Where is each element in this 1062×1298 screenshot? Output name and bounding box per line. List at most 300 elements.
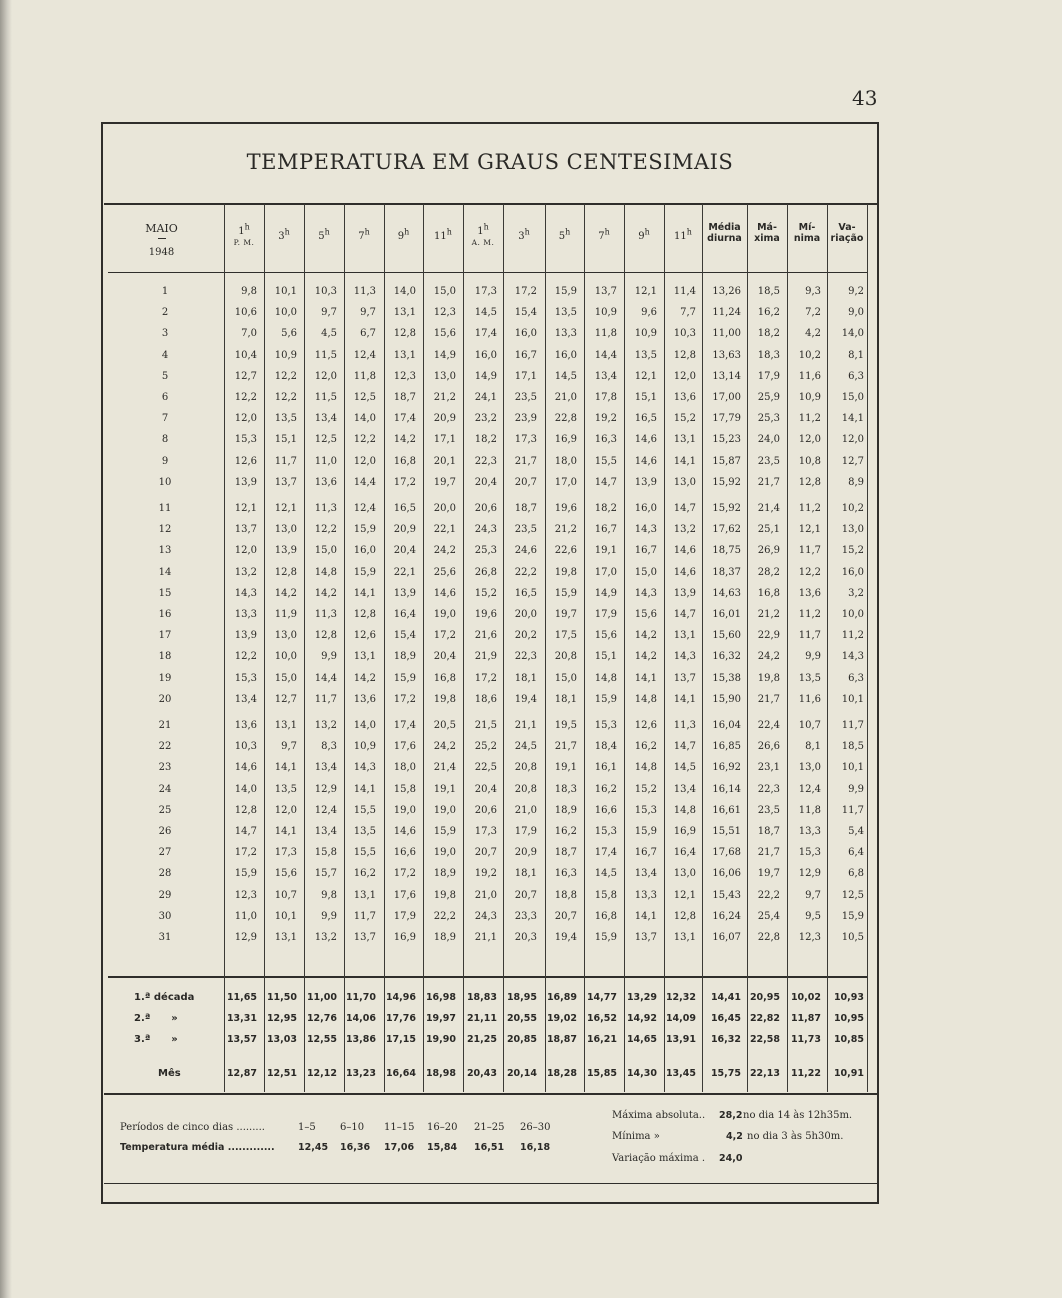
table-cell: 15,92: [712, 503, 741, 514]
day-label: 1: [161, 286, 169, 297]
column-header-sub: nima: [793, 233, 821, 244]
table-cell: 12,0: [274, 804, 297, 816]
column-header-main: 5: [318, 231, 325, 242]
table-cell: 9,9: [321, 910, 337, 922]
summary-cell: 20,95: [749, 992, 780, 1003]
table-cell: 11,3: [314, 503, 337, 514]
table-cell: 20,9: [514, 847, 537, 859]
table-cell: 14,0: [353, 720, 376, 731]
summary-cell: 11,50: [266, 992, 297, 1003]
summary-cell: 10,85: [833, 1034, 864, 1045]
table-cell: 10,2: [798, 349, 821, 361]
table-cell: 14,3: [673, 651, 696, 663]
table-cell: 9,6: [641, 307, 657, 319]
table-cell: 18,5: [841, 741, 864, 753]
table-cell: 23,5: [514, 392, 537, 403]
table-cell: 16,85: [712, 741, 741, 753]
table-cell: 3,2: [848, 587, 864, 599]
summary-cell: 14,77: [586, 992, 617, 1003]
table-cell: 16,8: [594, 910, 617, 922]
table-cell: 12,2: [234, 651, 257, 663]
table-cell: 13,3: [798, 826, 821, 837]
table-cell: 16,8: [433, 672, 456, 684]
table-cell: 14,8: [594, 672, 617, 684]
day-label: 20: [158, 693, 172, 705]
table-cell: 13,7: [353, 932, 376, 943]
header-bottom-rule: [108, 272, 867, 273]
table-cell: 16,24: [712, 910, 741, 922]
table-cell: 11,8: [353, 370, 376, 382]
table-cell: 24,2: [433, 741, 456, 753]
summary-cell: 15,85: [586, 1068, 617, 1079]
table-cell: 20,6: [474, 804, 497, 816]
table-cell: 13,5: [634, 349, 657, 361]
table-cell: 25,1: [757, 524, 780, 536]
table-cell: 21,2: [433, 392, 456, 403]
table-cell: 21,6: [474, 630, 497, 642]
table-cell: 14,1: [673, 693, 696, 705]
table-cell: 15,8: [594, 889, 617, 901]
table-cell: 21,4: [433, 762, 456, 774]
column-header-main: 3: [518, 231, 525, 242]
table-cell: 15,9: [594, 693, 617, 705]
table-cell: 14,6: [433, 587, 456, 599]
day-label: 14: [158, 566, 172, 578]
table-cell: 14,9: [594, 587, 617, 599]
column-header-main: 1: [477, 226, 484, 237]
column-header-main: Va-: [838, 222, 856, 233]
table-cell: 26,6: [757, 741, 780, 753]
table-cell: 9,7: [360, 307, 376, 319]
column-header: [664, 227, 702, 242]
period-mean: 16,36: [340, 1142, 371, 1153]
table-cell: 15,4: [393, 630, 416, 642]
table-cell: 10,6: [234, 307, 257, 319]
table-cell: 14,5: [474, 307, 497, 319]
table-cell: 12,5: [314, 434, 337, 446]
table-cell: 13,0: [841, 524, 864, 536]
day-label: 6: [161, 392, 169, 403]
table-cell: 17,68: [712, 847, 741, 859]
table-cell: 10,9: [634, 328, 657, 340]
table-cell: 19,2: [594, 413, 617, 425]
day-label: 5: [161, 370, 169, 382]
table-cell: 15,9: [433, 826, 456, 837]
table-cell: 19,0: [393, 804, 416, 816]
periods-label: Períodos de cinco dias .........: [120, 1122, 265, 1133]
table-cell: 15,2: [474, 587, 497, 599]
table-cell: 14,7: [673, 503, 696, 514]
table-cell: 25,3: [474, 545, 497, 557]
table-cell: 18,6: [474, 693, 497, 705]
table-cell: 21,2: [554, 524, 577, 536]
table-cell: 10,3: [314, 286, 337, 297]
column-header-main: 11: [434, 231, 447, 242]
table-cell: 24,2: [757, 651, 780, 663]
column-header-main: 9: [397, 231, 405, 242]
column-header-sup: h: [524, 227, 530, 237]
table-cell: 15,6: [274, 868, 297, 880]
table-cell: 12,6: [353, 630, 376, 642]
table-cell: 14,5: [673, 762, 696, 774]
column-header-sup: h: [446, 227, 452, 237]
table-cell: 21,7: [554, 741, 577, 753]
column-header-sup: h: [364, 227, 370, 237]
table-cell: 15,9: [353, 524, 376, 536]
summary-cell: 16,89: [546, 992, 577, 1003]
summary-cell: 16,64: [385, 1068, 416, 1079]
table-cell: 16,14: [712, 783, 741, 795]
table-cell: 8,1: [805, 741, 821, 753]
column-header-sup: h: [404, 227, 410, 237]
day-label: 7: [161, 413, 169, 425]
table-cell: 18,4: [594, 741, 617, 753]
column-header-main: Média: [708, 222, 741, 233]
table-cell: 16,2: [757, 307, 780, 319]
month-header: [114, 222, 209, 258]
table-cell: 12,3: [798, 932, 821, 943]
table-cell: 21,0: [554, 392, 577, 403]
summary-cell: 10,95: [833, 1013, 864, 1024]
table-cell: 13,4: [314, 413, 337, 425]
day-label: 22: [158, 741, 172, 753]
summary-cell: 16,98: [425, 992, 456, 1003]
table-cell: 14,9: [474, 370, 497, 382]
table-cell: 13,7: [274, 476, 297, 488]
table-cell: 10,9: [798, 392, 821, 403]
table-cell: 18,9: [433, 868, 456, 880]
table-cell: 10,0: [841, 609, 864, 620]
table-cell: 21,7: [757, 693, 780, 705]
summary-label: 1.ª década: [134, 992, 195, 1003]
table-cell: 14,5: [594, 868, 617, 880]
table-cell: 12,5: [841, 889, 864, 901]
table-cell: 21,7: [757, 847, 780, 859]
table-cell: 13,1: [673, 630, 696, 642]
table-cell: 9,9: [805, 651, 821, 663]
table-cell: 13,1: [274, 932, 297, 943]
table-cell: 15,5: [353, 847, 376, 859]
summary-cell: 18,98: [425, 1068, 456, 1079]
table-cell: 18,0: [554, 455, 577, 467]
table-cell: 16,4: [673, 847, 696, 859]
summary-cell: 20,85: [506, 1034, 537, 1045]
column-header-main: Má-: [757, 222, 777, 233]
table-cell: 16,01: [712, 609, 741, 620]
table-cell: 11,7: [314, 693, 337, 705]
table-cell: 13,1: [673, 932, 696, 943]
table-cell: 13,0: [433, 370, 456, 382]
table-cell: 11,7: [841, 804, 864, 816]
table-cell: 11,5: [314, 349, 337, 361]
summary-cell: 13,03: [266, 1034, 297, 1045]
table-cell: 12,4: [353, 503, 376, 514]
footer-top-rule: [104, 1093, 877, 1095]
table-cell: 15,51: [712, 826, 741, 837]
table-cell: 10,3: [673, 328, 696, 340]
table-cell: 19,7: [757, 868, 780, 880]
table-cell: 12,0: [234, 413, 257, 425]
table-cell: 12,2: [234, 392, 257, 403]
table-cell: 11,6: [798, 693, 821, 705]
table-cell: 12,1: [798, 524, 821, 536]
table-cell: 16,04: [712, 720, 741, 731]
table-cell: 22,9: [757, 630, 780, 642]
day-label: 11: [158, 503, 172, 514]
column-header: [224, 222, 264, 248]
table-cell: 15,5: [594, 455, 617, 467]
table-cell: 20,9: [433, 413, 456, 425]
table-cell: 11,8: [594, 328, 617, 340]
table-cell: 10,0: [274, 651, 297, 663]
month-label: MAIO: [145, 222, 178, 235]
table-cell: 18,2: [594, 503, 617, 514]
table-cell: 12,1: [274, 503, 297, 514]
table-cell: 16,92: [712, 762, 741, 774]
table-cell: 11,9: [274, 609, 297, 620]
table-cell: 13,9: [634, 476, 657, 488]
table-cell: 21,7: [757, 476, 780, 488]
table-cell: 14,8: [634, 762, 657, 774]
summary-cell: 20,55: [506, 1013, 537, 1024]
table-cell: 15,87: [712, 455, 741, 467]
table-cell: 12,6: [234, 455, 257, 467]
table-cell: 9,9: [321, 651, 337, 663]
table-cell: 11,2: [798, 503, 821, 514]
table-cell: 9,7: [281, 741, 297, 753]
table-cell: 6,3: [848, 370, 864, 382]
table-cell: 16,7: [634, 545, 657, 557]
column-header: [463, 222, 503, 248]
table-cell: 14,6: [634, 434, 657, 446]
table-cell: 6,3: [848, 672, 864, 684]
table-cell: 16,0: [841, 566, 864, 578]
summary-cell: 16,32: [710, 1034, 741, 1045]
table-cell: 23,9: [514, 413, 537, 425]
table-cell: 15,0: [554, 672, 577, 684]
table-cell: 7,0: [241, 328, 257, 340]
table-cell: 11,0: [314, 455, 337, 467]
column-header-sub: diurna: [707, 233, 742, 244]
table-cell: 13,2: [314, 720, 337, 731]
column-header: [304, 227, 344, 242]
table-cell: 11,24: [712, 307, 741, 319]
table-cell: 17,2: [514, 286, 537, 297]
day-label: 4: [161, 349, 169, 361]
table-cell: 10,1: [841, 762, 864, 774]
table-cell: 17,4: [393, 413, 416, 425]
table-cell: 13,9: [673, 587, 696, 599]
table-cell: 13,26: [712, 286, 741, 297]
table-cell: 15,0: [314, 545, 337, 557]
table-cell: 16,0: [514, 328, 537, 340]
table-cell: 10,1: [841, 693, 864, 705]
table-cell: 17,9: [594, 609, 617, 620]
summary-cell: 10,93: [833, 992, 864, 1003]
table-cell: 17,4: [594, 847, 617, 859]
table-cell: 15,9: [554, 286, 577, 297]
table-cell: 14,7: [673, 741, 696, 753]
table-cell: 12,3: [393, 370, 416, 382]
table-cell: 14,1: [353, 587, 376, 599]
table-cell: 13,0: [673, 868, 696, 880]
table-cell: 12,4: [353, 349, 376, 361]
table-cell: 22,2: [514, 566, 537, 578]
table-cell: 20,5: [433, 720, 456, 731]
summary-cell: 20,14: [506, 1068, 537, 1079]
table-cell: 13,1: [393, 307, 416, 319]
summary-cell: 15,75: [710, 1068, 741, 1079]
summary-cell: 16,21: [586, 1034, 617, 1045]
table-cell: 17,9: [757, 370, 780, 382]
table-cell: 13,0: [673, 476, 696, 488]
table-cell: 11,2: [798, 609, 821, 620]
table-cell: 14,7: [234, 826, 257, 837]
min-value: 4,2: [726, 1131, 743, 1142]
summary-cell: 21,25: [466, 1034, 497, 1045]
table-cell: 18,3: [757, 349, 780, 361]
table-cell: 13,7: [594, 286, 617, 297]
summary-cell: 13,45: [665, 1068, 696, 1079]
table-cell: 5,6: [281, 328, 297, 340]
table-cell: 12,4: [314, 804, 337, 816]
table-cell: 18,1: [554, 693, 577, 705]
table-cell: 16,07: [712, 932, 741, 943]
table-cell: 14,3: [634, 524, 657, 536]
table-cell: 19,1: [554, 762, 577, 774]
summary-top-rule: [108, 976, 867, 978]
table-cell: 14,1: [634, 672, 657, 684]
summary-cell: 18,83: [466, 992, 497, 1003]
table-cell: 18,7: [393, 392, 416, 403]
table-cell: 21,2: [757, 609, 780, 620]
day-label: 8: [161, 434, 169, 446]
day-label: 3: [161, 328, 169, 340]
table-cell: 13,4: [314, 762, 337, 774]
day-label: 9: [161, 455, 169, 467]
table-cell: 10,2: [841, 503, 864, 514]
table-cell: 15,3: [234, 434, 257, 446]
day-label: 24: [158, 783, 172, 795]
table-cell: 14,6: [634, 455, 657, 467]
table-cell: 15,9: [353, 566, 376, 578]
column-header: [423, 227, 463, 242]
day-label: 25: [158, 804, 172, 816]
column-header-sub: xima: [754, 233, 780, 244]
table-cell: 15,43: [712, 889, 741, 901]
table-cell: 12,2: [353, 434, 376, 446]
table-cell: 12,1: [673, 889, 696, 901]
period-mean: 17,06: [384, 1142, 415, 1153]
table-cell: 12,1: [234, 503, 257, 514]
table-cell: 13,0: [274, 630, 297, 642]
summary-label: Mês: [158, 1068, 181, 1079]
table-cell: 21,0: [474, 889, 497, 901]
table-cell: 18,0: [393, 762, 416, 774]
table-cell: 8,9: [848, 476, 864, 488]
table-cell: 13,6: [314, 476, 337, 488]
summary-cell: 20,43: [466, 1068, 497, 1079]
table-cell: 20,4: [433, 651, 456, 663]
table-cell: 19,8: [433, 889, 456, 901]
column-header-sup: h: [324, 227, 330, 237]
table-cell: 15,9: [393, 672, 416, 684]
table-cell: 15,9: [554, 587, 577, 599]
summary-cell: 17,76: [385, 1013, 416, 1024]
table-cell: 9,7: [805, 889, 821, 901]
summary-cell: 12,51: [266, 1068, 297, 1079]
table-cell: 14,1: [274, 826, 297, 837]
table-cell: 9,7: [321, 307, 337, 319]
table-cell: 21,0: [514, 804, 537, 816]
summary-cell: 11,70: [345, 992, 376, 1003]
table-cell: 15,0: [274, 672, 297, 684]
summary-cell: 12,55: [306, 1034, 337, 1045]
table-cell: 13,5: [353, 826, 376, 837]
table-cell: 14,63: [712, 587, 741, 599]
period-mean: 16,18: [520, 1142, 551, 1153]
table-cell: 16,0: [474, 349, 497, 361]
summary-cell: 14,96: [385, 992, 416, 1003]
table-cell: 15,60: [712, 630, 741, 642]
table-cell: 11,8: [798, 804, 821, 816]
table-cell: 12,8: [274, 566, 297, 578]
column-header-sup: h: [565, 227, 571, 237]
table-cell: 15,23: [712, 434, 741, 446]
table-cell: 15,0: [634, 566, 657, 578]
summary-cell: 19,97: [425, 1013, 456, 1024]
table-cell: 14,2: [353, 672, 376, 684]
day-label: 19: [158, 672, 172, 684]
table-cell: 14,1: [634, 910, 657, 922]
table-cell: 12,2: [274, 392, 297, 403]
table-cell: 15,0: [433, 286, 456, 297]
table-cell: 12,8: [393, 328, 416, 340]
table-cell: 14,6: [393, 826, 416, 837]
day-label: 30: [158, 910, 172, 922]
table-cell: 15,2: [634, 783, 657, 795]
table-cell: 22,2: [757, 889, 780, 901]
table-cell: 11,7: [841, 720, 864, 731]
page-binding-shadow: [0, 0, 12, 1298]
table-cell: 13,1: [353, 889, 376, 901]
table-cell: 15,2: [673, 413, 696, 425]
table-cell: 13,4: [594, 370, 617, 382]
table-cell: 21,4: [757, 503, 780, 514]
table-cell: 20,7: [554, 910, 577, 922]
table-cell: 14,8: [314, 566, 337, 578]
table-cell: 17,3: [474, 826, 497, 837]
table-cell: 15,0: [841, 392, 864, 403]
day-label: 27: [158, 847, 172, 859]
period-mean: 16,51: [474, 1142, 505, 1153]
table-cell: 13,1: [353, 651, 376, 663]
table-cell: 13,6: [234, 720, 257, 731]
table-cell: 15,8: [393, 783, 416, 795]
table-cell: 17,00: [712, 392, 741, 403]
table-cell: 14,2: [393, 434, 416, 446]
table-cell: 13,1: [393, 349, 416, 361]
table-cell: 18,1: [514, 672, 537, 684]
table-cell: 19,0: [433, 804, 456, 816]
table-cell: 14,2: [634, 651, 657, 663]
day-label: 10: [158, 476, 172, 488]
column-header-sup: h: [244, 222, 250, 232]
table-cell: 14,1: [353, 783, 376, 795]
table-cell: 18,3: [554, 783, 577, 795]
table-cell: 17,2: [234, 847, 257, 859]
table-cell: 11,0: [234, 910, 257, 922]
